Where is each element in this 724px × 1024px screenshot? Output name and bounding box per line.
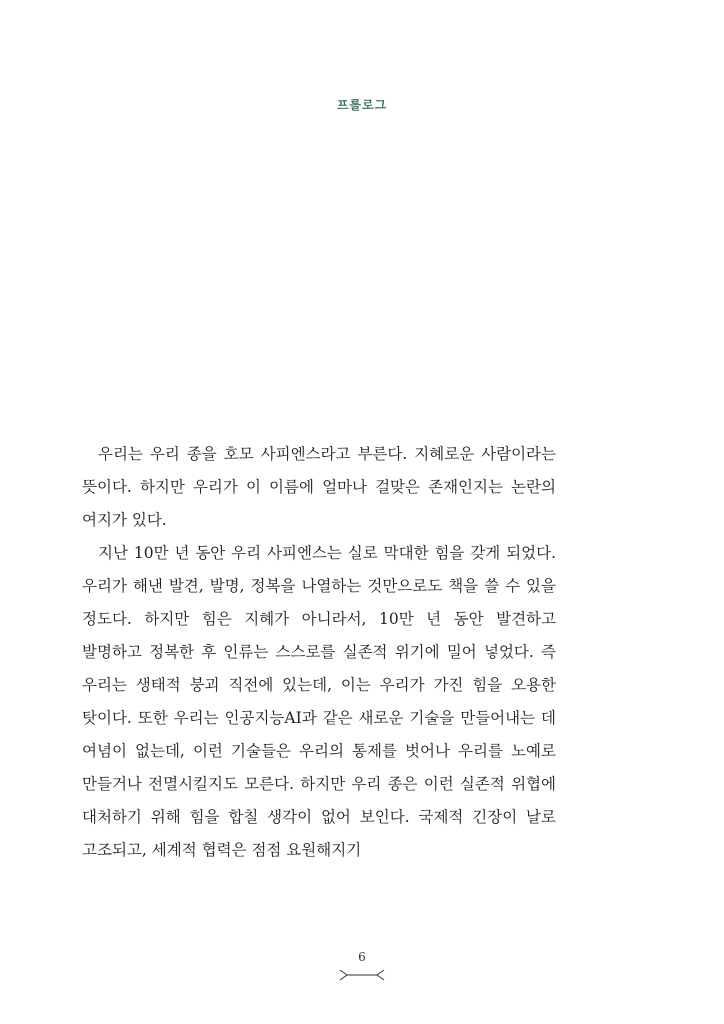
page-footer — [0, 950, 724, 982]
page-number: 6 — [358, 950, 366, 964]
chapter-title: 프롤로그 — [336, 98, 388, 112]
paragraph: 지난 10만 년 동안 우리 사피엔스는 실로 막대한 힘을 갖게 되었다. 우리가 해낸 발견, 발명, 정복을 나열하는 것만으로도 책을 쓸 수 있을 정도다. 하지만 힘은 지혜가 아니라서, 10만 년 동안 발견하고 발명하고 정복한 후 인류는 스스로를 실존적 위기에 밀어 넣었다. 즉 우리는 생태적 붕괴 직전에 있는데, 이는 우리가 가진 힘을 오용한 탓이다. 또한 우리는 인공지능AI과 같은 새로운 기술을 만들어내는 데 여념이 없는데, 이런 기술들은 우리의 통제를 벗어나 우리를 노예로 만들거나 전멸시킬지도 모른다. 하지만 우리 종은 이런 실존적 위협에 대처하기 위해 힘을 합칠 생각이 없어 보인다. 국제적 긴장이 날로 고조되고, 세계적 협력은 점점 요원해지기 — [82, 544, 556, 859]
paragraph: 우리는 우리 종을 호모 사피엔스라고 부른다. 지혜로운 사람이라는 뜻이다. 하지만 우리가 이 이름에 얼마나 걸맞은 존재인지는 논란의 여지가 있다. — [82, 445, 556, 529]
folio-ornament-icon — [337, 968, 387, 982]
body-text — [82, 438, 556, 867]
